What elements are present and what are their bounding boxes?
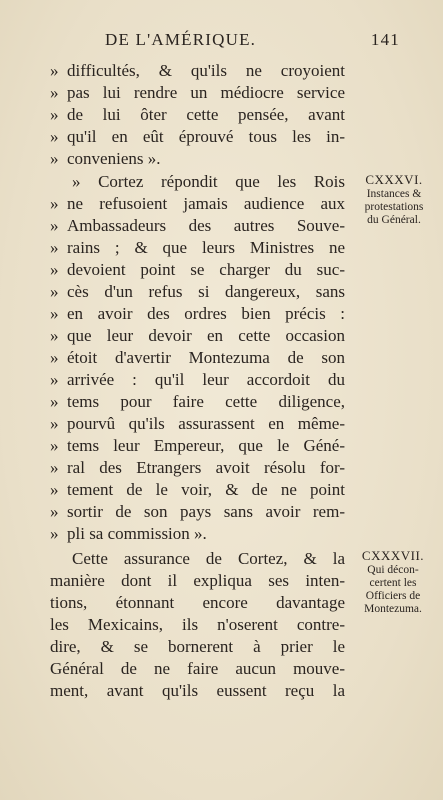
margin-note-line: du Général. [367, 214, 421, 226]
text-line: ment, avant qu'ils eussent reçu la [50, 681, 345, 700]
text-line: » sortir de son pays sans avoir rem- [50, 502, 345, 521]
margin-note-line: Montezuma. [364, 603, 422, 615]
text-line: » tems leur Empereur, que le Géné- [50, 436, 345, 455]
text-line: » rains ; & que leurs Ministres ne [50, 238, 345, 257]
margin-note-line: Officiers de [365, 590, 421, 602]
margin-note [350, 548, 436, 616]
margin-note [352, 172, 436, 227]
text-line: » ral des Etrangers avoit résolu for- [50, 458, 345, 477]
text-line: » pas lui rendre un médiocre service [50, 83, 345, 102]
text-line: Cette assurance de Cortez, & la [72, 549, 345, 568]
text-line: » pli sa commission ». [50, 524, 207, 543]
text-line: » devoient point se charger du suc- [50, 260, 345, 279]
text-line: » difficultés, & qu'ils ne croyoient [50, 61, 345, 80]
running-title: DE L'AMÉRIQUE. [105, 30, 257, 49]
text-line: tions, étonnant encore davantage [50, 593, 345, 612]
text-line: » Cortez répondit que les Rois [72, 172, 345, 191]
text-line: les Mexicains, ils n'oserent contre- [50, 615, 345, 634]
text-line: » tems pour faire cette diligence, [50, 392, 345, 411]
text-line: » cès d'un refus si dangereux, sans [50, 282, 345, 301]
text-line: » arrivée : qu'il leur accordoit du [50, 370, 345, 389]
page-number: 141 [370, 30, 400, 49]
margin-note-line: Instances & [366, 188, 422, 200]
margin-note-line: certent les [369, 577, 417, 589]
margin-note-number: CXXXVI. [365, 172, 423, 187]
margin-note-line: Qui décon- [367, 564, 419, 576]
text-line: » ne refusoient jamais audience aux [50, 194, 345, 213]
text-line: » que leur devoir en cette occasion [50, 326, 345, 345]
margin-note-number: CXXXVII. [361, 548, 425, 563]
text-line: » Ambassadeurs des autres Souve- [50, 216, 345, 235]
text-line: Général de ne faire aucun mouve- [50, 659, 345, 678]
margin-note-line: protestations [364, 201, 424, 213]
text-line: » en avoir des ordres bien précis : [50, 304, 345, 323]
text-line: » tement de le voir, & de ne point [50, 480, 345, 499]
text-line: dire, & se bornerent à prier le [50, 637, 345, 656]
text-line: » de lui ôter cette pensée, avant [50, 105, 345, 124]
text-line: » étoit d'avertir Montezuma de son [50, 348, 345, 367]
text-line: » pourvû qu'ils assurassent en même- [50, 414, 345, 433]
text-line: manière dont il expliqua ses inten- [50, 571, 345, 590]
text-line: » conveniens ». [50, 149, 161, 168]
running-header [105, 30, 400, 50]
text-line: » qu'il en eût éprouvé tous les in- [50, 127, 345, 146]
